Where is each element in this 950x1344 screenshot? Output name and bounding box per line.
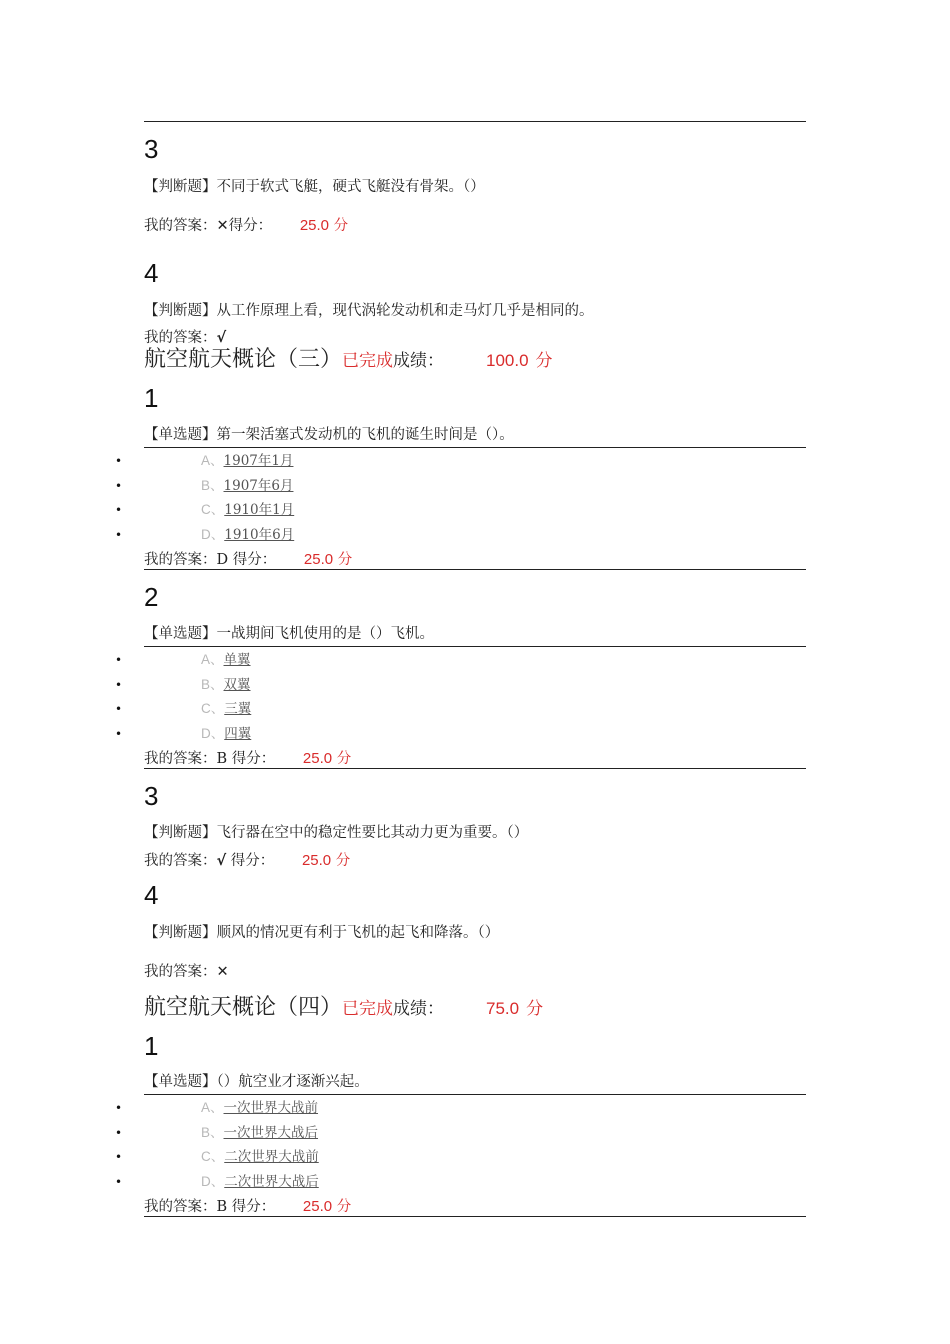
question-text: 【单选题】一战期间飞机使用的是（）飞机。 (144, 626, 434, 642)
bullet: • (115, 678, 123, 692)
option-b[interactable]: B、一次世界大战后 (201, 1125, 319, 1141)
option-c[interactable]: C、1910年1月 (201, 502, 295, 518)
score-unit: 分 (336, 1199, 352, 1215)
question-number: 1 (144, 1031, 159, 1061)
score-unit: 分 (335, 853, 351, 869)
answer-line (144, 749, 351, 769)
bullet: • (115, 528, 123, 542)
bullet: • (115, 653, 123, 667)
answer-line (144, 328, 226, 348)
section-title (144, 346, 553, 375)
option-a[interactable]: A、一次世界大战前 (201, 1100, 319, 1116)
option-c[interactable]: C、二次世界大战前 (201, 1149, 319, 1165)
option-c[interactable]: C、三翼 (201, 701, 252, 717)
divider (144, 768, 806, 769)
total-score-value: 75.0 (485, 999, 520, 1018)
answer-label: 我的答案：B (144, 1199, 228, 1215)
total-score-unit: 分 (535, 351, 553, 371)
total-score-value: 100.0 (485, 351, 529, 370)
divider (144, 1094, 806, 1095)
score-label: 得分： (231, 751, 276, 767)
score-value: 25.0 (299, 217, 330, 234)
check-mark-icon: √ (216, 330, 227, 346)
check-mark-icon: √ (216, 853, 227, 869)
question-text: 【判断题】顺风的情况更有利于飞机的起飞和降落。（） (144, 925, 500, 941)
score-unit: 分 (337, 552, 353, 568)
question-number: 3 (144, 781, 159, 811)
score-label: 得分： (230, 853, 275, 869)
answer-line (144, 962, 229, 982)
section-title (144, 994, 543, 1023)
answer-line (144, 851, 350, 871)
option-d[interactable]: D、二次世界大战后 (201, 1174, 319, 1190)
bullet: • (115, 1101, 123, 1115)
bullet: • (115, 479, 123, 493)
divider (144, 121, 806, 122)
option-b[interactable]: B、1907年6月 (201, 478, 294, 494)
option-a[interactable]: A、1907年1月 (201, 453, 294, 469)
bullet: • (115, 503, 123, 517)
answer-label: 我的答案：B (144, 751, 228, 767)
total-score-label: 成绩： (393, 351, 445, 371)
answer-line (144, 216, 348, 236)
option-d[interactable]: D、1910年6月 (201, 527, 295, 543)
answer-label: 我的答案：D (144, 552, 229, 568)
section-name: 航空航天概论（三） (144, 347, 343, 372)
option-b[interactable]: B、双翼 (201, 677, 251, 693)
divider (144, 447, 806, 448)
question-number: 1 (144, 383, 159, 413)
question-number: 4 (144, 880, 159, 910)
score-value: 25.0 (301, 852, 332, 869)
answer-label: 我的答案： (144, 218, 217, 234)
question-text: 【判断题】从工作原理上看，现代涡轮发动机和走马灯几乎是相同的。 (144, 303, 594, 319)
answer-label: 我的答案： (144, 330, 217, 346)
score-label: 得分： (228, 218, 273, 234)
divider (144, 1216, 806, 1217)
status-badge: 已完成 (342, 999, 394, 1019)
score-label: 得分： (232, 552, 277, 568)
score-value: 25.0 (302, 1198, 333, 1215)
divider (144, 569, 806, 570)
score-value: 25.0 (303, 551, 334, 568)
score-unit: 分 (333, 218, 349, 234)
question-text: 【判断题】飞行器在空中的稳定性要比其动力更为重要。（） (144, 825, 529, 841)
total-score-label: 成绩： (393, 999, 445, 1019)
divider (144, 646, 806, 647)
bullet: • (115, 1175, 123, 1189)
question-text: 【单选题】（）航空业才逐渐兴起。 (144, 1074, 369, 1090)
bullet: • (115, 1126, 123, 1140)
bullet: • (115, 454, 123, 468)
question-text: 【判断题】不同于软式飞艇，硬式飞艇没有骨架。（） (144, 179, 485, 195)
question-text: 【单选题】第一架活塞式发动机的飞机的诞生时间是（）。 (144, 427, 514, 443)
answer-label: 我的答案： (144, 964, 217, 980)
score-value: 25.0 (302, 750, 333, 767)
question-number: 3 (144, 134, 159, 164)
cross-mark-icon: ✕ (216, 964, 229, 980)
total-score-unit: 分 (526, 999, 544, 1019)
answer-label: 我的答案： (144, 853, 217, 869)
question-number: 4 (144, 258, 159, 288)
cross-mark-icon: ✕ (216, 218, 229, 234)
answer-line (144, 1197, 351, 1217)
section-name: 航空航天概论（四） (144, 995, 343, 1020)
bullet: • (115, 727, 123, 741)
score-unit: 分 (336, 751, 352, 767)
answer-line (144, 550, 352, 570)
option-a[interactable]: A、单翼 (201, 652, 251, 668)
score-label: 得分： (231, 1199, 276, 1215)
question-number: 2 (144, 582, 159, 612)
bullet: • (115, 702, 123, 716)
status-badge: 已完成 (342, 351, 394, 371)
bullet: • (115, 1150, 123, 1164)
option-d[interactable]: D、四翼 (201, 726, 252, 742)
